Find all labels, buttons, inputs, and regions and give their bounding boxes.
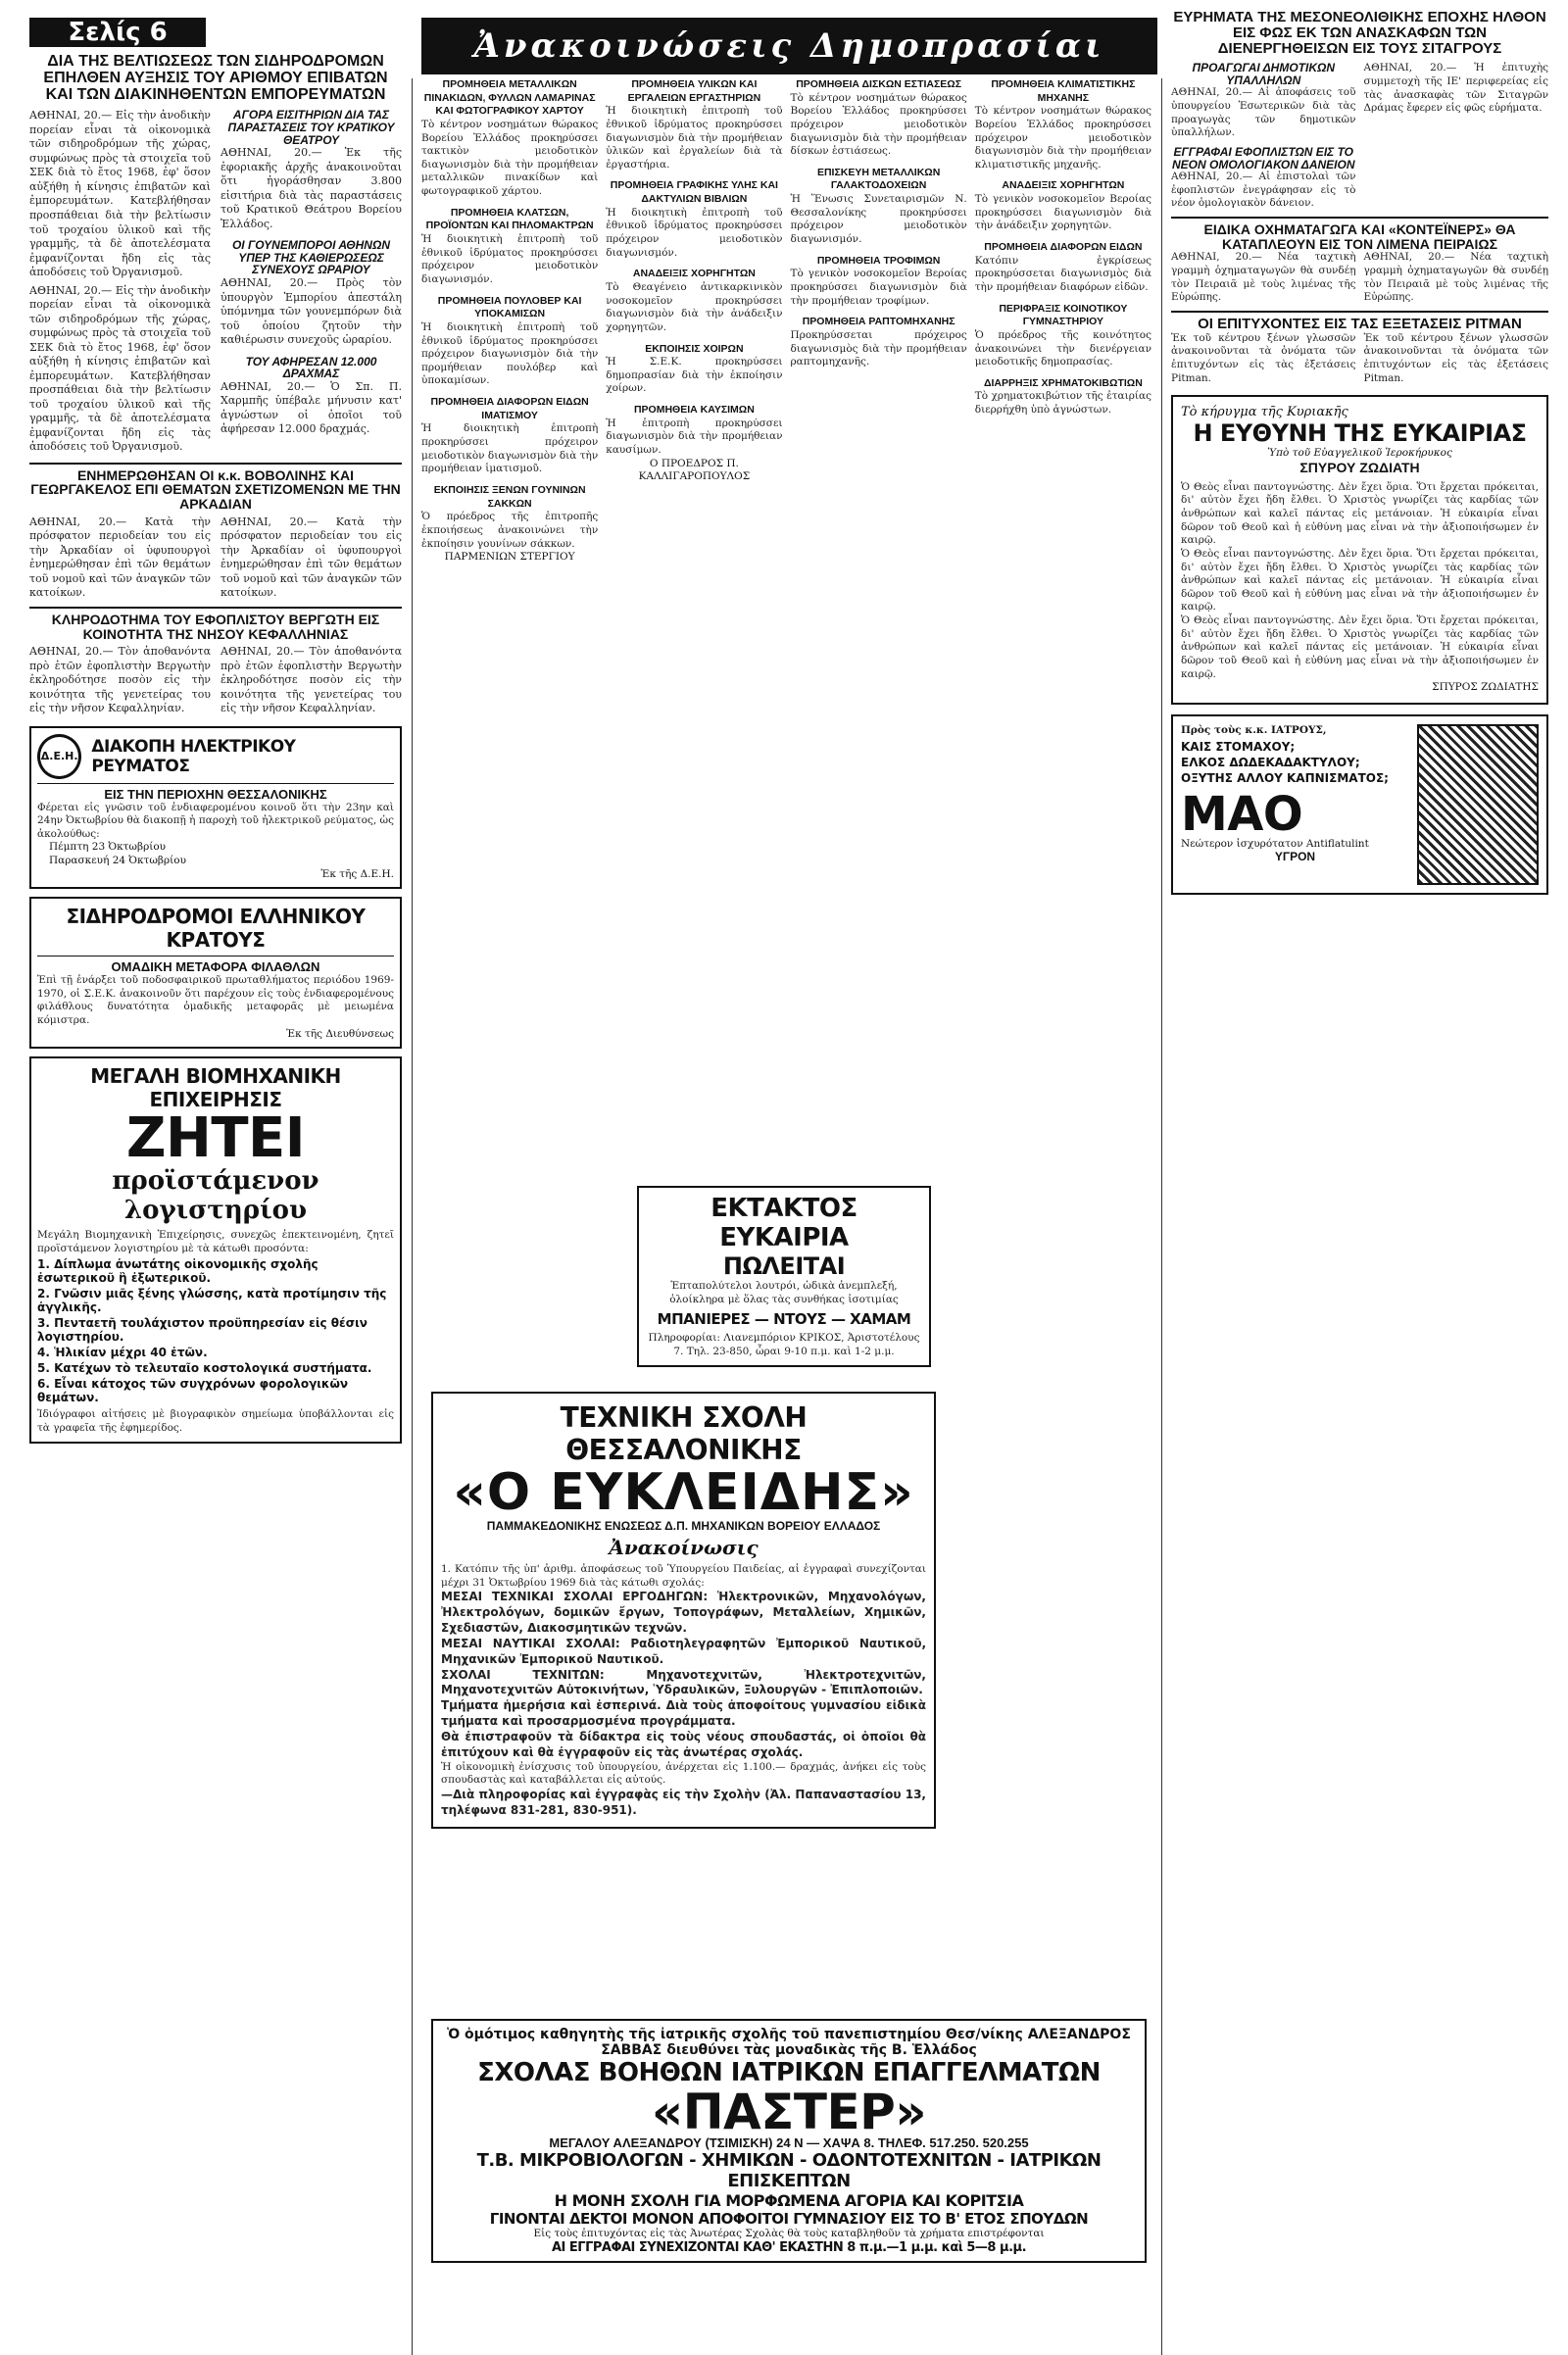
sermon-sign: ΣΠΥΡΟΣ ΖΩΔΙΑΤΗΣ <box>1432 681 1539 694</box>
ann-body: Ἡ Ἕνωσις Συνεταιρισμῶν Ν. Θεσσαλονίκης προκηρύσσει πρόχειρον μειοδοτικὸν διαγωνισμόν. <box>790 193 967 246</box>
rail-subtitle: ΟΜΑΔΙΚΗ ΜΕΤΑΦΟΡΑ ΦΙΛΑΘΛΩΝ <box>111 959 320 975</box>
ann-title: ΠΡΟΜΗΘΕΙΑ ΚΛΑΤΣΩΝ, ΠΡΟΪΟΝΤΩΝ ΚΑΙ ΠΗΛΟΜΑΚΤΡΩΝ <box>425 206 594 232</box>
headline-railways: ΔΙΑ ΤΗΣ ΒΕΛΤΙΩΣΕΩΣ ΤΩΝ ΣΙΔΗΡΟΔΡΟΜΩΝ ΕΠΗΛΘΕΝ ΑΥΞΗΣΙΣ ΤΟΥ ΑΡΙΘΜΟΥ ΕΠΙΒΑΤΩΝ ΚΑΙ ΤΩΝ ΔΙΑΚΙΝΗΘΕΝΤΩΝ ΕΜΠΟΡΕΥΜΑΤΩΝ <box>43 53 388 103</box>
urgent-sale-ad <box>637 1186 931 1367</box>
ann-body: Ἡ διοικητικὴ ἐπιτροπὴ προκηρύσσει πρόχειρον μειοδοτικὸν διαγωνισμὸν διὰ τὴν προμήθειαν ἱματισμοῦ. <box>421 422 599 475</box>
headline-furriers: ΟΙ ΓΟΥΝΕΜΠΟΡΟΙ ΑΘΗΝΩΝ ΥΠΕΡ ΤΗΣ ΚΑΘΙΕΡΩΣΕΩΣ ΣΥΝΕΧΟΥΣ ΩΡΑΡΙΟΥ <box>231 238 391 277</box>
tech-announcement: Ἀνακοίνωσις <box>609 1536 759 1560</box>
ann-body: Ὁ πρόεδρος τῆς ἐπιτροπῆς ἐκποιήσεως ἀνακοινώνει τὴν ἐκποίησιν γουνίνων σάκκων. <box>421 511 599 550</box>
ann-title: ΕΠΙΣΚΕΥΗ ΜΕΤΑΛΛΙΚΩΝ ΓΑΛΑΚΤΟΔΟΧΕΙΩΝ <box>816 166 941 192</box>
tech-line1: ΤΕΧΝΙΚΗ ΣΧΟΛΗ ΘΕΣΣΑΛΟΝΙΚΗΣ <box>560 1401 808 1466</box>
ann-title: ΠΡΟΜΗΘΕΙΑ ΚΛΙΜΑΤΙΣΤΙΚΗΣ ΜΗΧΑΝΗΣ <box>991 78 1136 104</box>
article-railways-body: ΑΘΗΝΑΙ, 20.— Εἰς τὴν ἀνοδικὴν πορείαν εἶναι τὰ οἰκονομικὰ τῶν σιδηροδρόμων τῆς χώρας, συμφώνως πρὸς τὰ στοιχεῖα τοῦ ΣΕΚ διὰ τὸ ἔτος 1968, ἐφ' ὅσον αὐξήθη ἡ κίνησις ἐπιβατῶν καὶ ἐμπορευμάτων. Κατεβλήθησαν προσπάθειαι διὰ τὴν βελτίωσιν τοῦ τροχαίου ὑλικοῦ καὶ τῆς γραμμῆς, τὰ δὲ ἀποτελέσματα ἐμφανίζονται ἤδη εἰς τὰς ἀποδόσεις τοῦ Ὀργανισμοῦ. <box>29 109 211 279</box>
tech-p7: Ἡ οἰκονομικὴ ἐνίσχυσις τοῦ ὑπουργείου, ἀνέρχεται εἰς 1.100.— δραχμάς, ἀνήκει εἰς τοὺς σπουδαστὰς καὶ καταβάλλεται εἰς αὐτούς. <box>441 1760 926 1787</box>
ann-body: Τὸ γενικὸν νοσοκομεῖον Βεροίας προκηρύσσει διαγωνισμὸν διὰ τὴν προμήθειαν τροφίμων. <box>790 268 967 307</box>
ann-sign: ΠΑΡΜΕΝΙΩΝ ΣΤΕΡΓΙΟΥ <box>444 551 575 564</box>
headline-arcadia: ΕΝΗΜΕΡΩΘΗΣΑΝ ΟΙ κ.κ. ΒΟΒΟΛΙΝΗΣ ΚΑΙ ΓΕΩΡΓΑΚΕΛΟΣ ΕΠΙ ΘΕΜΑΤΩΝ ΣΧΕΤΙΖΟΜΕΝΩΝ ΜΕ ΤΗΝ ΑΡΚΑΔΙΑΝ <box>30 466 401 513</box>
outage-subtitle: ΕΙΣ ΤΗΝ ΠΕΡΙΟΧΗΝ ΘΕΣΣΑΛΟΝΙΚΗΣ <box>104 786 327 802</box>
announcement-column <box>975 78 1152 564</box>
ann-title: ΔΙΑΡΡΗΞΙΣ ΧΡΗΜΑΤΟΚΙΒΩΤΙΩΝ <box>983 376 1143 389</box>
ann-title: ΕΚΠΟΙΗΣΙΣ ΧΟΙΡΩΝ <box>645 342 744 355</box>
industry-item: 2. Γνῶσιν μιᾶς ξένης γλώσσης, κατὰ προτίμησιν τῆς ἀγγλικῆς. <box>37 1287 387 1315</box>
industry-item: 1. Δίπλωμα ἀνωτάτης οἰκονομικῆς σχολῆς ἐσωτερικοῦ ἢ ἐξωτερικοῦ. <box>37 1257 318 1286</box>
outage-title: ΔΙΑΚΟΠΗ ΗΛΕΚΤΡΙΚΟΥ ΡΕΥΜΑΤΟΣ <box>91 736 296 776</box>
ann-body: Ὁ πρόεδρος τῆς κοινότητος ἀνακοινώνει τὴν διενέργειαν μειοδοτικῆς δημοπρασίας. <box>974 328 1152 368</box>
outage-body: Φέρεται εἰς γνῶσιν τοῦ ἐνδιαφερομένου κοινοῦ ὅτι τὴν 23ην καὶ 24ην Ὀκτωβρίου θὰ διακοπῇ ἡ παροχὴ τοῦ ἠλεκτρικοῦ ρεύματος, ὡς ἀκολούθως: <box>37 801 394 840</box>
article-arcadia-body-2: ΑΘΗΝΑΙ, 20.— Κατὰ τὴν πρόσφατον περιοδείαν του εἰς τὴν Ἀρκαδίαν οἱ ὑφυπουργοὶ ἐνημερώθησαν ἐπὶ τῶν θεμάτων τοῦ νομοῦ καὶ τῶν ἀναγκῶν τῶν κατοίκων. <box>220 515 402 600</box>
headline-theft: ΤΟΥ ΑΦΗΡΕΣΑΝ 12.000 ΔΡΑΧΜΑΣ <box>245 354 377 381</box>
industry-item: 6. Εἶναι κάτοχος τῶν συγχρόνων φορολογικῶν θεμάτων. <box>37 1377 349 1405</box>
tech-p5: Τμήματα ἡμερήσια καὶ ἑσπερινά. Διὰ τοὺς ἀποφοίτους γυμνασίου εἰδικὰ τμήματα καὶ προσαρμοσμένα προγράμματα. <box>441 1698 926 1729</box>
ann-body: Τὸ Θεαγένειο ἀντικαρκινικὸν νοσοκομεῖον προκηρύσσει διαγωνισμὸν διὰ τὴν ἀνάδειξιν χορηγητῶν. <box>606 280 783 333</box>
ann-title: ΠΕΡΙΦΡΑΞΙΣ ΚΟΙΝΟΤΙΚΟΥ ΓΥΜΝΑΣΤΗΡΙΟΥ <box>999 302 1128 328</box>
urgent-title: ΕΚΤΑΚΤΟΣ ΕΥΚΑΙΡΙΑ <box>710 1194 858 1252</box>
mao-line: ΚΑΙΣ ΣΤΟΜΑΧΟΥ; <box>1181 739 1296 754</box>
paster-line-3: Εἰς τοὺς ἐπιτυχόντας εἰς τὰς Ἀνωτέρας Σχολὰς θὰ τοὺς καταβληθοῦν τὰ χρήματα επιστρέφονται <box>533 2227 1045 2239</box>
article-pitman-body-2: Ἐκ τοῦ κέντρου ξένων γλωσσῶν ἀνακοινοῦνται τὰ ὀνόματα τῶν ἐπιτυχόντων εἰς τὰς ἐξετάσεις Pitman. <box>1363 331 1548 384</box>
mao-to: Πρὸς τοὺς κ.κ. ΙΑΤΡΟΥΣ, <box>1181 723 1327 736</box>
outage-day-2: Παρασκευή 24 Ὀκτωβρίου <box>49 855 186 867</box>
sermon-title: Η ΕΥΘΥΝΗ ΤΗΣ ΕΥΚΑΙΡΙΑΣ <box>1193 419 1527 448</box>
tech-p4: ΣΧΟΛΑΙ ΤΕΧΝΙΤΩΝ: Μηχανοτεχνιτῶν, Ἠλεκτροτεχνιτῶν, Μηχανοτεχνιτῶν Αὐτοκινήτων, Ὑδραυλικῶν, Ξυλουργῶν - Ἐπιπλοποιῶν. <box>441 1667 926 1697</box>
article-promotions-body: ΑΘΗΝΑΙ, 20.— Αἱ ἀποφάσεις τοῦ ὑπουργείου Ἐσωτερικῶν διὰ τὰς προαγωγὰς τῶν δημοτικῶν ὑπαλλήλων. <box>1171 86 1356 139</box>
rail-title: ΣΙΔΗΡΟΔΡΟΜΟΙ ΕΛΛΗΝΙΚΟΥ ΚΡΑΤΟΥΣ <box>66 905 366 953</box>
article-arcadia-body: ΑΘΗΝΑΙ, 20.— Κατὰ τὴν πρόσφατον περιοδείαν του εἰς τὴν Ἀρκαδίαν οἱ ὑφυπουργοὶ ἐνημερώθησαν ἐπὶ τῶν θεμάτων τοῦ νομοῦ καὶ τῶν ἀναγκῶν τῶν κατοίκων. <box>29 515 211 600</box>
ann-body: Ἡ διοικητικὴ ἐπιτροπὴ τοῦ ἐθνικοῦ ἱδρύματος προκηρύσσει πρόχειρον μειοδοτικὸν διαγωνισμόν. <box>606 206 783 259</box>
headline-theater: ΑΓΟΡΑ ΕΙΣΙΤΗΡΙΩΝ ΔΙΑ ΤΑΣ ΠΑΡΑΣΤΑΣΕΙΣ ΤΟΥ ΚΡΑΤΙΚΟΥ ΘΕΑΤΡΟΥ <box>227 108 395 147</box>
ann-body: Τὸ κέντρον νοσημάτων θώρακος Βορείου Ἑλλάδος προκηρύσσει πρόχειρον μειοδοτικὸν διαγωνισμὸν διὰ τὴν προμήθειαν κλιματιστικῆς μηχανῆς. <box>974 105 1152 171</box>
ann-title: ΕΚΠΟΙΗΣΙΣ ΞΕΝΩΝ ΓΟΥΝΙΝΩΝ ΣΑΚΚΩΝ <box>433 483 586 510</box>
urgent-line: Ἑπταπολύτελοι λουτρόι, ὡδικὰ ἀνεμπλεξή, ὁλοίκληρα μὲ ὅλας τὰς συνθήκας ἰσοτιμίας <box>669 1280 899 1305</box>
industry-body: Μεγάλη Βιομηχανικὴ Ἐπιχείρησις, συνεχῶς ἐπεκτεινομένη, ζητεῖ προϊστάμενον λογιστηρίου μὲ τὰ κάτωθι προσόντα: <box>37 1229 394 1254</box>
sermon-author: ΣΠΥΡΟΥ ΖΩΔΙΑΤΗ <box>1299 460 1420 475</box>
ann-title: ΠΡΟΜΗΘΕΙΑ ΔΙΑΦΟΡΩΝ ΕΙΔΩΝ ΙΜΑΤΙΣΜΟΥ <box>430 396 589 421</box>
ann-body: Ἡ διοικητικὴ ἐπιτροπὴ τοῦ ἐθνικοῦ ἱδρύματος προκηρύσσει πρόχειρον διαγωνισμὸν διὰ τὴν προμήθειαν πουλόβερ καὶ ὑποκαμίσων. <box>421 320 599 387</box>
article-excavation-body: ΑΘΗΝΑΙ, 20.— Ἡ ἐπιτυχὴς συμμετοχὴ τῆς ΙΕ' περιφερείας εἰς τὰς ἀνασκαφὰς τῶν Σιταγρῶν Δράμας ἔφερεν εἰς φῶς εὑρήματα. <box>1363 62 1548 115</box>
industry-item: 5. Κατέχων τὸ τελευταῖο κοστολογικά συστήματα. <box>37 1361 372 1376</box>
announcement-column <box>606 78 782 564</box>
announcement-column <box>421 78 598 564</box>
industry-title: ΜΕΓΑΛΗ ΒΙΟΜΗΧΑΝΙΚΗ ΕΠΙΧΕΙΡΗΣΙΣ <box>90 1064 341 1112</box>
headline-excavation: ΕΥΡΗΜΑΤΑ ΤΗΣ ΜΕΣΟΝΕΟΛΙΘΙΚΗΣ ΕΠΟΧΗΣ ΗΛΘΟΝ ΕΙΣ ΦΩΣ ΕΚ ΤΩΝ ΑΝΑΣΚΑΦΩΝ ΤΩΝ ΔΙΕΝΕΡΓΗΘΕΙΣΩΝ ΕΙΣ ΤΟΥΣ ΣΙΤΑΓΡΟΥΣ <box>1173 9 1546 57</box>
mao-line: ΕΛΚΟΣ ΔΩΔΕΚΑΔΑΚΤΥΛΟΥ; <box>1181 755 1360 769</box>
ann-title: ΠΡΟΜΗΘΕΙΑ ΔΙΑΦΟΡΩΝ ΕΙΔΩΝ <box>984 241 1143 254</box>
paster-line-4: ΑΙ ΕΓΓΡΑΦΑΙ ΣΥΝΕΧΙΖΟΝΤΑΙ ΚΑΘ' ΕΚΑΣΤΗΝ 8 π.μ.—1 μ.μ. καὶ 5—8 μ.μ. <box>551 2240 1027 2256</box>
article-furriers-body: ΑΘΗΝΑΙ, 20.— Πρὸς τὸν ὑπουργὸν Ἐμπορίου ἀπεστάλη ὑπόμνημα τῶν γουνεμπόρων διὰ τοῦ ὁποίου ζητοῦν τὴν καθιέρωσιν συνεχοῦς ὡραρίου. <box>220 276 402 347</box>
article-containers-body: ΑΘΗΝΑΙ, 20.— Νέα ταχτικὴ γραμμὴ ὀχηματαγωγῶν θὰ συνδέῃ τὸν Πειραιᾶ μὲ τοὺς λιμένας τῆς Εὐρώπης. <box>1171 251 1356 304</box>
power-outage-ad <box>29 726 402 889</box>
tech-p1: 1. Κατόπιν τῆς ὑπ' ἀριθμ. ἀποφάσεως τοῦ Ὑπουργείου Παιδείας, αἱ ἐγγραφαὶ συνεχίζονται μέχρι 31 Ὀκτωβρίου 1969 διὰ τὰς κάτωθι σχολάς: <box>441 1563 926 1589</box>
ann-body: Κατόπιν ἐγκρίσεως προκηρύσσεται διαγωνισμὸς διὰ τὴν προμήθειαν διαφόρων εἰδῶν. <box>974 254 1152 293</box>
tech-big: «Ο ΕΥΚΛΕΙΔΗΣ» <box>453 1463 914 1522</box>
rail-sign: Ἐκ τῆς Διευθύνσεως <box>286 1027 394 1040</box>
column-divider <box>412 78 413 2355</box>
article-containers-body-2: ΑΘΗΝΑΙ, 20.— Νέα ταχτικὴ γραμμὴ ὀχηματαγωγῶν θὰ συνδέῃ τὸν Πειραιᾶ μὲ τοὺς λιμένας τῆς Εὐρώπης. <box>1363 251 1548 304</box>
ann-body: Τὸ κέντρον νοσημάτων θώρακος Βορείου Ἑλλάδος προκηρύσσει τακτικὸν μειοδοτικὸν διαγωνισμὸν διὰ τὴν προμήθειαν μεταλλικῶν πινακίδων καὶ φωτογραφικοῦ χάρτου. <box>421 118 599 198</box>
mao-medicine-ad <box>1171 714 1548 895</box>
industry-sub: προϊστάμενον λογιστηρίου <box>112 1166 319 1226</box>
ann-body: Τὸ γενικὸν νοσοκομεῖον Βεροίας προκηρύσσει διαγωνισμὸν διὰ τὴν ἀνάδειξιν χορηγητῶν. <box>974 193 1152 232</box>
paster-specialties: Τ.Β. ΜΙΚΡΟΒΙΟΛΟΓΩΝ - ΧΗΜΙΚΩΝ - ΟΔΟΝΤΟΤΕΧΝΙΤΩΝ - ΙΑΤΡΙΚΩΝ ΕΠΙΣΚΕΠΤΩΝ <box>476 2149 1102 2191</box>
urgent-sub: ΠΩΛΕΙΤΑΙ <box>722 1252 846 1280</box>
article-bequest-body: ΑΘΗΝΑΙ, 20.— Τὸν ἀποθανόντα πρὸ ἐτῶν ἐφοπλιστὴν Βεργωτὴν ἐκληροδότησε ποσὸν εἰς τὴν κοινότητα τῆς γενετείρας του εἰς τὴν νῆσον Κεφαλληνίαν. <box>29 645 211 715</box>
tech-p3: ΜΕΣΑΙ ΝΑΥΤΙΚΑΙ ΣΧΟΛΑΙ: Ραδιοτηλεγραφητῶν Ἐμπορικοῦ Ναυτικοῦ, Μηχανικῶν Ἐμπορικοῦ Ναυτικοῦ. <box>441 1636 926 1666</box>
industry-footer: Ἰδιόγραφοι αἰτήσεις μὲ βιογραφικὸν σημείωμα ὑποβάλλονται εἰς τὰ γραφεῖα τῆς ἐφημερίδος. <box>37 1408 394 1435</box>
industry-item: 3. Πενταετῆ τουλάχιστον προϋπηρεσίαν εἰς θέσιν λογιστηρίου. <box>37 1316 368 1345</box>
center-announcements <box>421 78 1152 564</box>
tech-school-ad <box>431 1392 936 1829</box>
article-theater-body: ΑΘΗΝΑΙ, 20.— Ἐκ τῆς ἐφοριακῆς ἀρχῆς ἀνακοινοῦται ὅτι ἠγοράσθησαν 3.800 εἰσιτήρια διὰ τὰς παραστάσεις τοῦ Κρατικοῦ Θεάτρου Βορείου Ἑλλάδος. <box>220 146 402 230</box>
article-loan-body: ΑΘΗΝΑΙ, 20.— Αἱ ἐπιστολαὶ τῶν ἐφοπλιστῶν ἐνεγράφησαν εἰς τὸ νέον ὁμολογιακὸν δάνειον. <box>1171 171 1356 210</box>
industry-big: ΖΗΤΕΙ <box>125 1106 306 1171</box>
ann-body: Ἡ διοικητικὴ ἐπιτροπὴ τοῦ ἐθνικοῦ ἱδρύματος προκηρύσσει πρόχειρον μειοδοτικὸν διαγωνισμόν. <box>421 233 599 285</box>
paster-school-ad <box>431 2019 1147 2263</box>
ann-title: ΠΡΟΜΗΘΕΙΑ ΔΙΣΚΩΝ ΕΣΤΙΑΣΕΩΣ <box>796 78 962 90</box>
tech-p8: —Διὰ πληροφορίας καὶ ἐγγραφὰς εἰς τὴν Σχολὴν (Ἀλ. Παπαναστασίου 13, τηλέφωνα 831-281, 830-951). <box>441 1787 926 1817</box>
left-column <box>29 54 402 1444</box>
outage-sign: Ἐκ τῆς Δ.Ε.Η. <box>320 867 394 880</box>
article-theft-body: ΑΘΗΝΑΙ, 20.— Ὁ Σπ. Π. Χαρμπῆς ὑπέβαλε μήνυσιν κατ' ἀγνώστων οἱ ὁποῖοι τοῦ ἀφήρεσαν 12.000 δραχμάς. <box>220 379 402 436</box>
headline-pitman: ΟΙ ΕΠΙΤΥΧΟΝΤΕΣ ΕΙΣ ΤΑΣ ΕΞΕΤΑΣΕΙΣ ΡΙΤΜΑΝ <box>1198 316 1522 333</box>
outage-day-1: Πέμπτη 23 Ὀκτωβρίου <box>49 841 167 854</box>
ann-title: ΠΡΟΜΗΘΕΙΑ ΓΡΑΦΙΚΗΣ ΥΛΗΣ ΚΑΙ ΔΑΚΤΥΛΙΩΝ ΒΙΒΛΙΩΝ <box>610 179 778 206</box>
paster-line-2: ΓΙΝΟΝΤΑΙ ΔΕΚΤΟΙ ΜΟΝΟΝ ΑΠΟΦΟΙΤΟΙ ΓΥΜΝΑΣΙΟΥ ΕΙΣ ΤΟ Β' ΕΤΟΣ ΣΠΟΥΔΩΝ <box>489 2209 1089 2228</box>
product-image <box>1417 724 1539 885</box>
ann-title: ΑΝΑΔΕΙΞΙΣ ΧΟΡΗΓΗΤΩΝ <box>1002 179 1125 192</box>
headline-promotions: ΠΡΟΑΓΩΓΑΙ ΔΗΜΟΤΙΚΩΝ ΥΠΑΛΛΗΛΩΝ <box>1192 61 1336 87</box>
paster-address: ΜΕΓΑΛΟΥ ΑΛΕΞΑΝΔΡΟΥ (ΤΣΙΜΙΣΚΗ) 24 Ν — ΧΑΨΑ 8. ΤΗΛΕΦ. 517.250. 520.255 <box>549 2135 1029 2150</box>
ann-body: Ἡ Σ.Ε.Κ. προκηρύσσει δημοπρασίαν διὰ τὴν ἐκποίησιν χοίρων. <box>606 356 783 395</box>
sermon-body-2: Ὁ Θεὸς εἶναι παντογνώστης. Δὲν ἔχει ὅρια. Ὅτι ἔρχεται πρόκειται, δι' αὐτὸν ἔχει ἤδη ἔλθει. Ὁ Χριστὸς γνωρίζει τὰς καρδίας τῶν ἀνθρώπων καὶ καλεῖ πάντας εἰς μετάνοιαν. Ἡ εὐκαιρία εἶναι δῶρον τοῦ Θεοῦ καὶ ἡ εὐθύνη μας εἶναι νὰ τὴν ἀξιοποιήσωμεν ἐν καιρῷ. <box>1181 547 1539 613</box>
industry-item: 4. Ἡλικίαν μέχρι 40 ἐτῶν. <box>37 1346 208 1360</box>
ann-title: ΠΡΟΜΗΘΕΙΑ ΥΛΙΚΩΝ ΚΑΙ ΕΡΓΑΛΕΙΩΝ ΕΡΓΑΣΤΗΡΙΩΝ <box>627 78 761 104</box>
tech-p2: ΜΕΣΑΙ ΤΕΧΝΙΚΑΙ ΣΧΟΛΑΙ ΕΡΓΟΔΗΓΩΝ: Ἡλεκτρονικῶν, Μηχανολόγων, Ἠλεκτρολόγων, δομικῶν ἔργων, Τοπογράφων, Μεταλλείων, Χημικῶν, Σχεδιαστῶν, Διακοσμητικῶν τεχνῶν. <box>441 1590 926 1636</box>
announcements-banner: Ἀνακοινώσεις Δημοπρασίαι <box>421 18 1157 74</box>
sermon-by: Ὑπὸ τοῦ Εὐαγγελικοῦ Ἱεροκήρυκος <box>1267 447 1452 460</box>
mao-sub: Νεώτερον ἰσχυρότατον Antiflatulint <box>1181 837 1369 850</box>
ann-sign: Ο ΠΡΟΕΔΡΟΣ Π. ΚΑΛΛΙΓΑΡΟΠΟΥΛΟΣ <box>638 457 751 483</box>
article-railways-body-2: ΑΘΗΝΑΙ, 20.— Εἰς τὴν ἀνοδικὴν πορείαν εἶναι τὰ οἰκονομικὰ τῶν σιδηροδρόμων τῆς χώρας, συμφώνως πρὸς τὰ στοιχεῖα τοῦ ΣΕΚ διὰ τὸ ἔτος 1968, ἐφ' ὅσον αὐξήθη ἡ κίνησις ἐπιβατῶν καὶ ἐμπορευμάτων. Κατεβλήθησαν προσπάθειαι διὰ τὴν βελτίωσιν τοῦ τροχαίου ὑλικοῦ καὶ τῆς γραμμῆς, τὰ δὲ ἀποτελέσματα ἐμφανίζονται ἤδη εἰς τὰς ἀποδόσεις τοῦ Ὀργανισμοῦ. <box>29 283 211 454</box>
ann-title: ΠΡΟΜΗΘΕΙΑ ΚΑΥΣΙΜΩΝ <box>633 404 755 417</box>
sermon-body-3: Ὁ Θεὸς εἶναι παντογνώστης. Δὲν ἔχει ὅρια. Ὅτι ἔρχεται πρόκειται, δι' αὐτὸν ἔχει ἤδη ἔλθει. Ὁ Χριστὸς γνωρίζει τὰς καρδίας τῶν ἀνθρώπων καὶ καλεῖ πάντας εἰς μετάνοιαν. Ἡ εὐκαιρία εἶναι δῶρον τοῦ Θεοῦ καὶ ἡ εὐθύνη μας εἶναι νὰ τὴν ἀξιοποιήσωμεν ἐν καιρῷ. <box>1181 614 1539 680</box>
dei-logo-icon: Δ.Ε.Η. <box>37 734 81 779</box>
headline-bequest: ΚΛΗΡΟΔΟΤΗΜΑ ΤΟΥ ΕΦΟΠΛΙΣΤΟΥ ΒΕΡΓΩΤΗ ΕΙΣ ΚΟΙΝΟΤΗΤΑ ΤΗΣ ΝΗΣΟΥ ΚΕΦΑΛΛΗΝΙΑΣ <box>51 611 380 642</box>
sermon-body: Ὁ Θεὸς εἶναι παντογνώστης. Δὲν ἔχει ὅρια. Ὅτι ἔρχεται πρόκειται, δι' αὐτὸν ἔχει ἤδη ἔλθει. Ὁ Χριστὸς γνωρίζει τὰς καρδίας τῶν ἀνθρώπων καὶ καλεῖ πάντας εἰς μετάνοιαν. Ἡ εὐκαιρία εἶναι δῶρον τοῦ Θεοῦ καὶ ἡ εὐθύνη μας εἶναι νὰ τὴν ἀξιοποιήσωμεν ἐν καιρῷ. <box>1181 480 1539 547</box>
rail-ad <box>29 897 402 1049</box>
urgent-items: ΜΠΑΝΙΕΡΕΣ — ΝΤΟΥΣ — ΧΑΜΑΜ <box>657 1310 911 1329</box>
ann-title: ΑΝΑΔΕΙΞΙΣ ΧΟΡΗΓΗΤΩΝ <box>632 268 756 280</box>
sermon-kicker: Τὸ κήρυγμα τῆς Κυριακῆς <box>1181 405 1348 420</box>
rail-body: Ἐπὶ τῇ ἐνάρξει τοῦ ποδοσφαιρικοῦ πρωταθλήματος περιόδου 1969-1970, οἱ Σ.Ε.Κ. ἀνακοινοῦν ὅτι παρέχουν εἰς τοὺς ἐνδιαφερομένους φιλάθλους δυνατότητα ὁμαδικῆς μεταφορᾶς μὲ μειωμένα κόμιστρα. <box>37 974 394 1026</box>
ann-title: ΠΡΟΜΗΘΕΙΑ ΤΡΟΦΙΜΩΝ <box>816 254 941 267</box>
urgent-info: Πληροφορίαι: Λιανεμπόριον ΚΡΙΚΟΣ, Ἀριστοτέλους 7. Τηλ. 23-850, ὧραι 9-10 π.μ. καὶ 1-2 μ.μ. <box>648 1332 920 1357</box>
column-divider <box>1161 78 1162 2355</box>
sermon-box <box>1171 395 1548 705</box>
ann-body: Ἡ διοικητικὴ ἐπιτροπὴ τοῦ ἐθνικοῦ ἱδρύματος προκηρύσσει διαγωνισμὸν διὰ τὴν προμήθειαν ὑλικῶν καὶ ἐργαλείων διὰ τὰ ἐργαστήρια. <box>606 105 783 171</box>
ann-body: Τὸ κέντρον νοσημάτων θώρακος Βορείου Ἑλλάδος προκηρύσσει πρόχειρον μειοδοτικὸν διαγωνισμὸν διὰ τὴν προμήθειαν δίσκων ἑστιάσεως. <box>790 91 967 158</box>
ann-body: Τὸ χρηματοκιβώτιον τῆς ἐταιρίας διερρήχθη ὑπὸ ἀγνώστων. <box>974 390 1152 417</box>
article-pitman-body: Ἐκ τοῦ κέντρου ξένων γλωσσῶν ἀνακοινοῦνται τὰ ὀνόματα τῶν ἐπιτυχόντων εἰς τὰς ἐξετάσεις Pitman. <box>1171 331 1356 384</box>
ann-title: ΠΡΟΜΗΘΕΙΑ ΠΟΥΛΟΒΕΡ ΚΑΙ ΥΠΟΚΑΜΙΣΩΝ <box>437 294 582 320</box>
ann-title: ΠΡΟΜΗΘΕΙΑ ΜΕΤΑΛΛΙΚΩΝ ΠΙΝΑΚΙΔΩΝ, ΦΥΛΛΩΝ ΛΑΜΑΡΙΝΑΣ ΚΑΙ ΦΩΤΟΓΡΑΦΙΚΟΥ ΧΑΡΤΟΥ <box>423 78 596 118</box>
right-column <box>1171 10 1548 895</box>
paster-big: «ΠΑΣΤΕΡ» <box>651 2084 927 2140</box>
tech-p6: Θὰ ἐπιστραφοῦν τὰ δίδακτρα εἰς τοὺς νέους σπουδαστάς, οἱ ὁποῖοι θὰ ἐπιτύχουν καὶ θὰ ἐγγραφοῦν εἰς τὰς ἀνωτέρας σχολάς. <box>441 1729 926 1759</box>
ann-body: Προκηρύσσεται πρόχειρος διαγωνισμὸς διὰ τὴν προμήθειαν ραπτομηχανῆς. <box>790 328 967 368</box>
ann-title: ΠΡΟΜΗΘΕΙΑ ΡΑΠΤΟΜΗΧΑΝΗΣ <box>802 316 956 328</box>
tech-org: ΠΑΜΜΑΚΕΔΟΝΙΚΗΣ ΕΝΩΣΕΩΣ Δ.Π. ΜΗΧΑΝΙΚΩΝ ΒΟΡΕΙΟΥ ΕΛΛΑΔΟΣ <box>486 1518 881 1533</box>
mao-vendor: ΥΓΡΟΝ <box>1274 850 1316 864</box>
mao-brand: ΜΑΟ <box>1181 786 1303 842</box>
paster-top: Ὁ ὁμότιμος καθηγητὴς τῆς ἰατρικῆς σχολῆς τοῦ πανεπιστημίου Θεσ/νίκης ΑΛΕΞΑΝΔΡΟΣ ΣΑΒΒΑΣ διευθύνει τὰς μοναδικὰς τῆς Β. Ἑλλάδος <box>447 2027 1131 2058</box>
paster-title: ΣΧΟΛΑΣ ΒΟΗΘΩΝ ΙΑΤΡΙΚΩΝ ΕΠΑΓΓΕΛΜΑΤΩΝ <box>477 2058 1101 2087</box>
industry-job-ad <box>29 1056 402 1444</box>
ann-body: Ἡ ἐπιτροπὴ προκηρύσσει διαγωνισμὸν διὰ τὴν προμήθειαν καυσίμων. <box>606 417 783 457</box>
headline-loan: ΕΓΓΡΑΦΑΙ ΕΦΟΠΛΙΣΤΩΝ ΕΙΣ ΤΟ ΝΕΟΝ ΟΜΟΛΟΓΙΑΚΟΝ ΔΑΝΕΙΟΝ <box>1172 145 1355 172</box>
headline-containers: ΕΙΔΙΚΑ ΟΧΗΜΑΤΑΓΩΓΑ ΚΑΙ «ΚΟΝΤΕΪΝΕΡΣ» ΘΑ ΚΑΤΑΠΛΕΟΥΝ ΕΙΣ ΤΟΝ ΛΙΜΕΝΑ ΠΕΙΡΑΙΩΣ <box>1203 221 1516 252</box>
mao-line: ΟΞΥΤΗΣ ΑΛΛΟΥ ΚΑΠΝΙΣΜΑΤΟΣ; <box>1181 770 1389 785</box>
announcement-column <box>791 78 967 564</box>
paster-line-1: Η ΜΟΝΗ ΣΧΟΛΗ ΓΙΑ ΜΟΡΦΩΜΕΝΑ ΑΓΟΡΙΑ ΚΑΙ ΚΟΡΙΤΣΙΑ <box>554 2190 1024 2210</box>
page-label: Σελίς 6 <box>29 18 206 47</box>
article-bequest-body-2: ΑΘΗΝΑΙ, 20.— Τὸν ἀποθανόντα πρὸ ἐτῶν ἐφοπλιστὴν Βεργωτὴν ἐκληροδότησε ποσὸν εἰς τὴν κοινότητα τῆς γενετείρας του εἰς τὴν νῆσον Κεφαλληνίαν. <box>220 645 402 715</box>
